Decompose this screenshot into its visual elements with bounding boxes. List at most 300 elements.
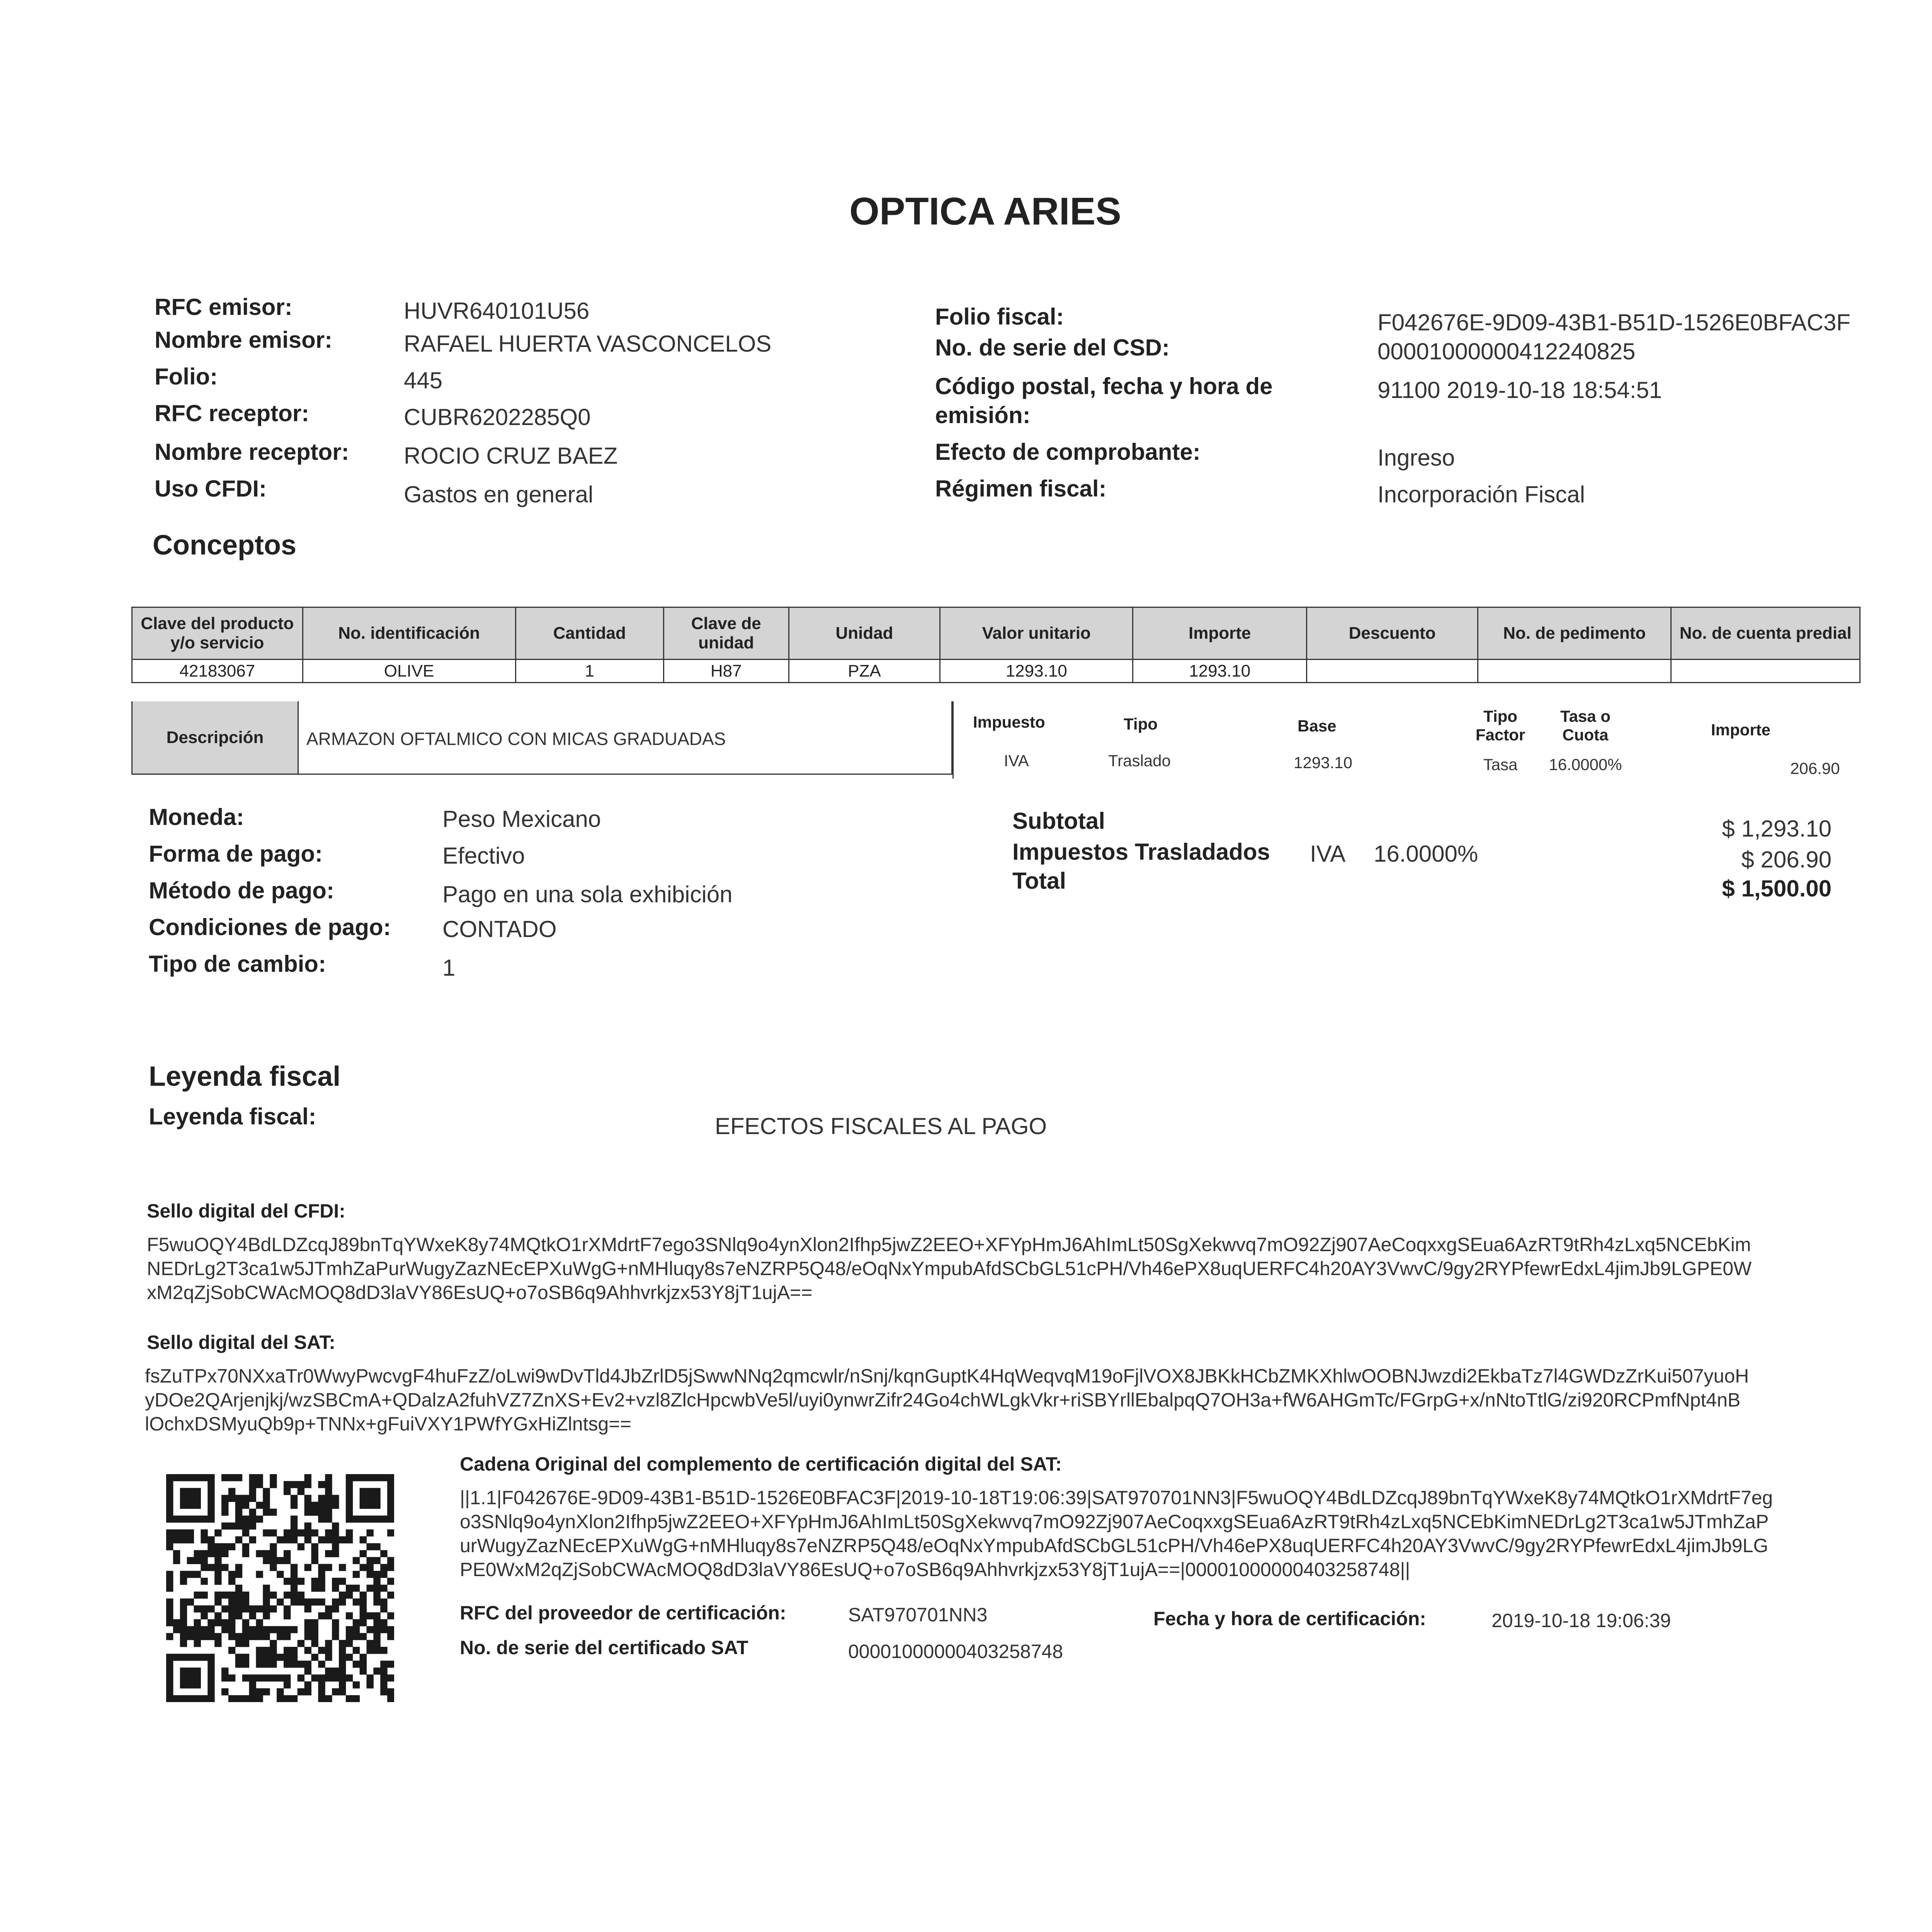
qr-module: [263, 1502, 270, 1509]
cadena-line: PE0WxM2qZjSobCWAcMOQ8dD3laVY86EsUQ+o7oSB6q9Ahhvrkjzx53Y8jT1ujA==|00001000000403258748||: [460, 1559, 1410, 1580]
qr-module: [180, 1495, 187, 1502]
folio-fiscal-label: Folio fiscal:: [935, 304, 1064, 330]
qr-module: [249, 1509, 256, 1515]
qr-module: [207, 1474, 214, 1481]
qr-module: [256, 1550, 263, 1557]
sello-cfdi-label: Sello digital del CFDI:: [147, 1200, 345, 1222]
qr-module: [256, 1633, 263, 1640]
conceptos-heading: Conceptos: [153, 530, 297, 561]
sello-sat-value: [145, 1364, 1849, 1436]
qr-module: [332, 1619, 339, 1626]
qr-module: [263, 1661, 270, 1668]
col-descuento: Descuento: [1307, 607, 1478, 660]
qr-module: [360, 1495, 367, 1502]
qr-module: [277, 1626, 284, 1633]
qr-module: [194, 1605, 201, 1612]
qr-module: [180, 1536, 187, 1543]
qr-module: [304, 1626, 311, 1633]
qr-module: [366, 1529, 373, 1536]
qr-module: [228, 1474, 235, 1481]
qr-module: [380, 1571, 387, 1578]
qr-module: [207, 1509, 214, 1515]
qr-module: [304, 1536, 311, 1543]
qr-module: [249, 1488, 256, 1495]
cadena-label: Cadena Original del complemento de certificación digital del SAT:: [460, 1453, 1062, 1475]
leyenda-label: Leyenda fiscal:: [149, 1104, 316, 1129]
qr-module: [242, 1495, 249, 1502]
serie-csd-label: No. de serie del CSD:: [935, 335, 1170, 361]
qr-module: [339, 1592, 346, 1599]
qr-module: [180, 1626, 187, 1633]
qr-module: [346, 1654, 353, 1661]
qr-module: [325, 1474, 332, 1481]
fecha-cert-value: 2019-10-18 19:06:39: [1492, 1610, 1671, 1631]
qr-module: [325, 1550, 332, 1557]
qr-module: [235, 1654, 242, 1661]
qr-module: [270, 1605, 277, 1612]
qr-module: [249, 1688, 256, 1695]
cell-clave: 42183067: [132, 660, 303, 683]
qr-module: [325, 1695, 332, 1702]
qr-module: [270, 1564, 277, 1571]
qr-module: [207, 1605, 214, 1612]
qr-module: [339, 1668, 346, 1675]
qr-module: [380, 1626, 387, 1633]
qr-module: [360, 1661, 367, 1668]
qr-module: [207, 1695, 214, 1702]
qr-module: [284, 1488, 291, 1495]
qr-module: [366, 1515, 373, 1522]
qr-module: [201, 1515, 207, 1522]
qr-module: [180, 1695, 187, 1702]
qr-module: [214, 1550, 221, 1557]
total-label: Total: [1012, 868, 1066, 894]
tax-base: 1293.10: [1294, 753, 1352, 772]
qr-module: [339, 1654, 346, 1661]
qr-module: [180, 1668, 187, 1675]
sello-cfdi-line: xM2qZjSobCWAcMOQ8dD3laVY86EsUQ+o7oSB6q9Ahhvrkjzx53Y8jT1ujA==: [147, 1282, 813, 1303]
qr-module: [256, 1647, 263, 1654]
qr-module: [387, 1695, 394, 1702]
qr-module: [235, 1640, 242, 1647]
total-value: $ 1,500.00: [1722, 876, 1832, 901]
qr-module: [228, 1674, 235, 1681]
qr-module: [228, 1578, 235, 1585]
qr-module: [373, 1592, 380, 1599]
qr-module: [325, 1674, 332, 1681]
qr-module: [263, 1495, 270, 1502]
qr-module: [304, 1502, 311, 1509]
impuestos-value: $ 206.90: [1741, 847, 1832, 872]
qr-module: [325, 1654, 332, 1661]
qr-module: [339, 1599, 346, 1605]
qr-module: [235, 1661, 242, 1668]
qr-module: [311, 1543, 318, 1550]
qr-module: [263, 1612, 270, 1619]
qr-module: [207, 1536, 214, 1543]
qr-module: [194, 1619, 201, 1626]
qr-module: [201, 1536, 207, 1543]
concepts-table: [131, 607, 1861, 683]
qr-module: [318, 1481, 325, 1488]
qr-module: [291, 1495, 298, 1502]
qr-module: [346, 1474, 353, 1481]
qr-module: [235, 1522, 242, 1529]
qr-module: [366, 1488, 373, 1495]
document-title: OPTICA ARIES: [849, 190, 1121, 233]
qr-module: [194, 1654, 201, 1661]
qr-module: [380, 1674, 387, 1681]
qr-module: [228, 1605, 235, 1612]
qr-module: [332, 1522, 339, 1529]
qr-module: [332, 1550, 339, 1557]
qr-module: [373, 1612, 380, 1619]
cadena-value: [460, 1486, 1851, 1582]
qr-module: [380, 1681, 387, 1688]
qr-module: [221, 1668, 228, 1675]
qr-module: [366, 1640, 373, 1647]
qr-module: [207, 1550, 214, 1557]
qr-module: [325, 1612, 332, 1619]
qr-module: [373, 1578, 380, 1585]
qr-module: [180, 1578, 187, 1585]
qr-module: [291, 1536, 298, 1543]
qr-module: [304, 1474, 311, 1481]
qr-module: [373, 1488, 380, 1495]
qr-module: [173, 1529, 180, 1536]
qr-module: [360, 1633, 367, 1640]
qr-module: [346, 1495, 353, 1502]
qr-module: [311, 1633, 318, 1640]
qr-module: [173, 1619, 180, 1626]
qr-module: [318, 1647, 325, 1654]
qr-module: [207, 1481, 214, 1488]
qr-module: [284, 1612, 291, 1619]
qr-module: [353, 1619, 360, 1626]
qr-module: [304, 1495, 311, 1502]
qr-module: [207, 1543, 214, 1550]
qr-module: [180, 1529, 187, 1536]
qr-module: [318, 1681, 325, 1688]
leyenda-heading: Leyenda fiscal: [149, 1061, 341, 1092]
nombre-receptor-label: Nombre receptor:: [155, 439, 349, 465]
qr-module: [311, 1654, 318, 1661]
qr-module: [235, 1592, 242, 1599]
qr-module: [318, 1612, 325, 1619]
qr-module: [360, 1612, 367, 1619]
qr-module: [207, 1688, 214, 1695]
tax-h-importe: Importe: [1711, 721, 1771, 739]
rfc-emisor-label: RFC emisor:: [155, 294, 293, 320]
col-clave-producto-line2: y/o servicio: [170, 633, 264, 652]
descripcion-value: ARMAZON OFTALMICO CON MICAS GRADUADAS: [306, 729, 726, 749]
qr-module: [291, 1654, 298, 1661]
qr-module: [187, 1488, 194, 1495]
qr-module: [194, 1515, 201, 1522]
qr-module: [284, 1681, 291, 1688]
qr-module: [180, 1571, 187, 1578]
qr-module: [249, 1522, 256, 1529]
qr-module: [166, 1668, 173, 1675]
rfc-receptor-value: CUBR6202285Q0: [404, 404, 591, 430]
rfc-proveedor-value: SAT970701NN3: [848, 1604, 988, 1626]
col-clave-producto: [132, 607, 303, 660]
qr-module: [277, 1599, 284, 1605]
moneda-value: Peso Mexicano: [442, 806, 601, 832]
qr-module: [339, 1640, 346, 1647]
qr-module: [214, 1543, 221, 1550]
qr-module: [221, 1605, 228, 1612]
qr-module: [318, 1599, 325, 1605]
qr-module: [304, 1661, 311, 1668]
qr-module: [325, 1495, 332, 1502]
qr-module: [284, 1633, 291, 1640]
qr-module: [318, 1502, 325, 1509]
qr-module: [242, 1640, 249, 1647]
sello-sat-line: fsZuTPx70NXxaTr0WwyPwcvgF4huFzZ/oLwi9wDvTld4JbZrlD5jSwwNNq2qmcwlr/nSnj/kqnGuptK4HqWeqvqM19oFjlVOX8JBKkHCbZMKXhlwOOBNJwzdi2EkbaTz7l4GWDzZrKui507yuoH: [145, 1365, 1749, 1387]
qr-module: [207, 1654, 214, 1661]
qr-module: [194, 1571, 201, 1578]
qr-module: [284, 1661, 291, 1668]
qr-module: [373, 1619, 380, 1626]
cell-descuento: [1307, 660, 1478, 683]
qr-module: [270, 1661, 277, 1668]
qr-module: [380, 1585, 387, 1592]
col-clave-unidad-line2: unidad: [698, 633, 754, 652]
qr-module: [228, 1695, 235, 1702]
qr-module: [318, 1585, 325, 1592]
qr-module: [221, 1564, 228, 1571]
qr-module: [194, 1488, 201, 1495]
qr-module: [194, 1674, 201, 1681]
qr-module: [387, 1474, 394, 1481]
qr-module: [366, 1474, 373, 1481]
qr-module: [387, 1592, 394, 1599]
qr-module: [235, 1612, 242, 1619]
qr-module: [256, 1661, 263, 1668]
qr-module: [166, 1633, 173, 1640]
tax-h-base: Base: [1298, 717, 1337, 735]
cell-unidad: PZA: [789, 660, 940, 683]
qr-module: [201, 1654, 207, 1661]
qr-module: [187, 1536, 194, 1543]
qr-module: [256, 1605, 263, 1612]
qr-module: [325, 1509, 332, 1515]
qr-module: [277, 1695, 284, 1702]
serie-csd-value: 00001000000412240825: [1378, 338, 1636, 364]
qr-module: [201, 1626, 207, 1633]
qr-module: [242, 1626, 249, 1633]
qr-module: [270, 1640, 277, 1647]
qr-module: [291, 1502, 298, 1509]
qr-module: [228, 1522, 235, 1529]
qr-module: [194, 1557, 201, 1564]
qr-module: [270, 1674, 277, 1681]
qr-module: [380, 1605, 387, 1612]
qr-module: [291, 1592, 298, 1599]
qr-module: [166, 1674, 173, 1681]
qr-module: [256, 1674, 263, 1681]
qr-module: [187, 1681, 194, 1688]
tax-tipo-factor: Tasa: [1483, 755, 1518, 774]
nombre-emisor-label: Nombre emisor:: [155, 327, 333, 353]
qr-module: [180, 1605, 187, 1612]
qr-module: [221, 1474, 228, 1481]
qr-module: [221, 1509, 228, 1515]
forma-pago-label: Forma de pago:: [149, 841, 323, 867]
qr-module: [373, 1640, 380, 1647]
qr-module: [332, 1495, 339, 1502]
qr-module: [373, 1474, 380, 1481]
qr-module: [187, 1474, 194, 1481]
qr-module: [298, 1640, 304, 1647]
qr-module: [366, 1543, 373, 1550]
qr-module: [332, 1502, 339, 1509]
qr-module: [249, 1612, 256, 1619]
cell-clave-unidad: H87: [663, 660, 789, 683]
qr-module: [304, 1681, 311, 1688]
qr-module: [228, 1647, 235, 1654]
qr-module: [373, 1647, 380, 1654]
qr-module: [291, 1481, 298, 1488]
qr-module: [166, 1578, 173, 1585]
sello-sat-line: lOchxDSMyuQb9p+TNNx+gFuiVXY1PWfYGxHiZlntsg==: [145, 1413, 631, 1435]
qr-module: [263, 1605, 270, 1612]
qr-module: [387, 1529, 394, 1536]
qr-module: [242, 1674, 249, 1681]
qr-module: [187, 1515, 194, 1522]
qr-module: [256, 1515, 263, 1522]
qr-module: [311, 1585, 318, 1592]
qr-module: [291, 1515, 298, 1522]
qr-module: [166, 1681, 173, 1688]
qr-module: [263, 1529, 270, 1536]
qr-module: [304, 1509, 311, 1515]
tax-impuesto: IVA: [1004, 752, 1029, 770]
qr-module: [387, 1578, 394, 1585]
qr-module: [346, 1509, 353, 1515]
qr-module: [263, 1550, 270, 1557]
qr-module: [180, 1612, 187, 1619]
qr-module: [166, 1688, 173, 1695]
col-pedimento: No. de pedimento: [1478, 607, 1671, 660]
cp-fecha-label-1: Código postal, fecha y hora de: [935, 373, 1273, 399]
qr-module: [346, 1633, 353, 1640]
qr-module: [346, 1592, 353, 1599]
efecto-label: Efecto de comprobante:: [935, 439, 1201, 465]
qr-module: [380, 1688, 387, 1695]
qr-module: [270, 1647, 277, 1654]
subtotal-label: Subtotal: [1012, 808, 1105, 834]
qr-module: [284, 1529, 291, 1536]
qr-module: [256, 1619, 263, 1626]
col-clave-unidad-line1: Clave de: [691, 614, 761, 633]
qr-module: [366, 1626, 373, 1633]
qr-module: [346, 1502, 353, 1509]
qr-module: [353, 1474, 360, 1481]
qr-module: [249, 1626, 256, 1633]
qr-module: [187, 1571, 194, 1578]
qr-module: [235, 1502, 242, 1509]
qr-module: [360, 1599, 367, 1605]
qr-module: [332, 1578, 339, 1585]
qr-module: [298, 1481, 304, 1488]
qr-module: [325, 1536, 332, 1543]
qr-module: [242, 1502, 249, 1509]
qr-module: [325, 1488, 332, 1495]
qr-module: [194, 1495, 201, 1502]
qr-module: [228, 1599, 235, 1605]
qr-module: [235, 1633, 242, 1640]
qr-module: [360, 1592, 367, 1599]
qr-module: [194, 1502, 201, 1509]
sello-cfdi-line: F5wuOQY4BdLDZcqJ89bnTqYWxeK8y74MQtkO1rXMdrtF7ego3SNlq9o4ynXlon2Ifhp5jwZ2EEO+XFYpHmJ6AhImLt50SgXekwvq7mO92Zj907AeCoqxxgSEua6AzRT9tRh4zLxq5NCEbKim: [147, 1234, 1751, 1255]
qr-module: [387, 1564, 394, 1571]
qr-module: [360, 1536, 367, 1543]
qr-module: [235, 1495, 242, 1502]
nombre-emisor-value: RAFAEL HUERTA VASCONCELOS: [404, 331, 772, 357]
qr-module: [242, 1529, 249, 1536]
qr-module: [277, 1688, 284, 1695]
qr-module: [387, 1661, 394, 1668]
qr-module: [166, 1571, 173, 1578]
tax-tasa: 16.0000%: [1549, 755, 1622, 774]
qr-module: [249, 1536, 256, 1543]
qr-module: [214, 1529, 221, 1536]
qr-module: [373, 1557, 380, 1564]
sello-sat-line: yDOe2QArjenjkj/wzSBCmA+QDalzA2fuhVZ7ZnXS+Ev2+vzl8ZlcHpcwbVe5l/uyi0ynwrZifr24Go4chWLgkVkr+riSBYrllEbalpqQ7OH3a+fW6AHGmTc/FGrpG+x/nNtoTtlG/zi920RCPmfNpt4nB: [145, 1389, 1741, 1411]
qr-module: [318, 1509, 325, 1515]
col-cantidad: Cantidad: [515, 607, 663, 660]
qr-module: [291, 1571, 298, 1578]
qr-module: [249, 1674, 256, 1681]
qr-module: [387, 1509, 394, 1515]
rfc-emisor-value: HUVR640101U56: [404, 298, 590, 324]
qr-module: [242, 1619, 249, 1626]
qr-module: [284, 1626, 291, 1633]
qr-module: [304, 1633, 311, 1640]
qr-module: [249, 1495, 256, 1502]
qr-module: [263, 1488, 270, 1495]
qr-module: [339, 1688, 346, 1695]
sello-cfdi-line: NEDrLg2T3ca1w5JTmhZaPurWugyZazNEcEPXuWgG+nMHluqy8s7eNZRP5Q48/eOqNxYmpubAfdSCbGL51cPH/Vh46ePX8uqUERFC4h20AY3VwvC/9gy2RYPfewrEdxL4jimJb9LGPE0W: [147, 1258, 1752, 1279]
qr-module: [325, 1515, 332, 1522]
qr-module: [339, 1681, 346, 1688]
qr-module: [311, 1674, 318, 1681]
qr-module: [291, 1564, 298, 1571]
qr-module: [284, 1592, 291, 1599]
qr-module: [242, 1633, 249, 1640]
qr-module: [270, 1481, 277, 1488]
qr-module: [249, 1515, 256, 1522]
qr-module: [207, 1681, 214, 1688]
qr-module: [325, 1668, 332, 1675]
tipo-cambio-value: 1: [442, 955, 456, 981]
qr-module: [304, 1481, 311, 1488]
qr-module: [284, 1647, 291, 1654]
qr-module: [373, 1626, 380, 1633]
qr-module: [187, 1668, 194, 1675]
qr-module: [166, 1612, 173, 1619]
qr-module: [318, 1695, 325, 1702]
metodo-pago-label: Método de pago:: [149, 878, 334, 903]
qr-module: [339, 1661, 346, 1668]
qr-module: [256, 1626, 263, 1633]
qr-module: [332, 1626, 339, 1633]
qr-module: [166, 1495, 173, 1502]
tax-h-tipo-factor-line1: Tipo: [1483, 707, 1517, 725]
qr-module: [380, 1668, 387, 1675]
